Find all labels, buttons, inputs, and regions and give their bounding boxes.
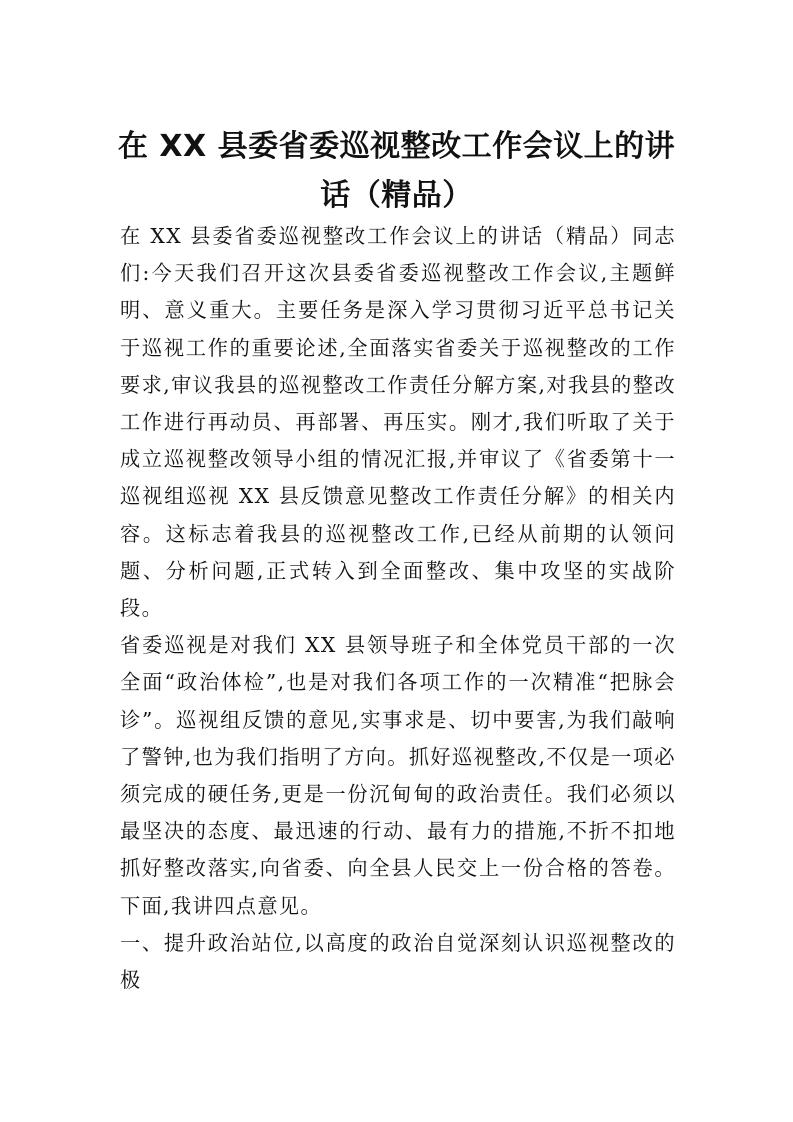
- paragraph-inspection: 省委巡视是对我们 XX 县领导班子和全体党员干部的一次全面“政治体检”,也是对我们各项工作的一次精准“把脉会诊”。巡视组反馈的意见,实事求是、切中要害,为我们敲响了警钟,也为我们指明了方向。抓好巡视整改,不仅是一项必须完成的硬任务,更是一份沉甸甸的政治责任。我们必须以最坚决的态度、最迅速的行动、最有力的措施,不折不扣地抓好整改落实,向省委、向全县人民交上一份合格的答卷。下面,我讲四点意见。: [120, 633, 676, 918]
- document-title: 在 XX 县委省委巡视整改工作会议上的讲话（精品）: [117, 129, 676, 213]
- paragraph-opening: 在 XX 县委省委巡视整改工作会议上的讲话（精品）同志们:今天我们召开这次县委省委巡视整改工作会议,主题鲜明、意义重大。主要任务是深入学习贯彻习近平总书记关于巡视工作的重要论述,全面落实省委关于巡视整改的工作要求,审议我县的巡视整改工作责任分解方案,对我县的整改工作进行再动员、再部署、再压实。刚才,我们听取了关于成立巡视整改领导小组的情况汇报,并审议了《省委第十一巡视组巡视 XX 县反馈意见整改工作责任分解》的相关内容。这标志着我县的巡视整改工作,已经从前期的认领问题、分析问题,正式转入到全面整改、集中攻坚的实战阶段。: [120, 224, 676, 621]
- paragraph-section-one-heading: 一、提升政治站位,以高度的政治自觉深刻认识巡视整改的极: [120, 930, 676, 993]
- document-body: [120, 218, 676, 999]
